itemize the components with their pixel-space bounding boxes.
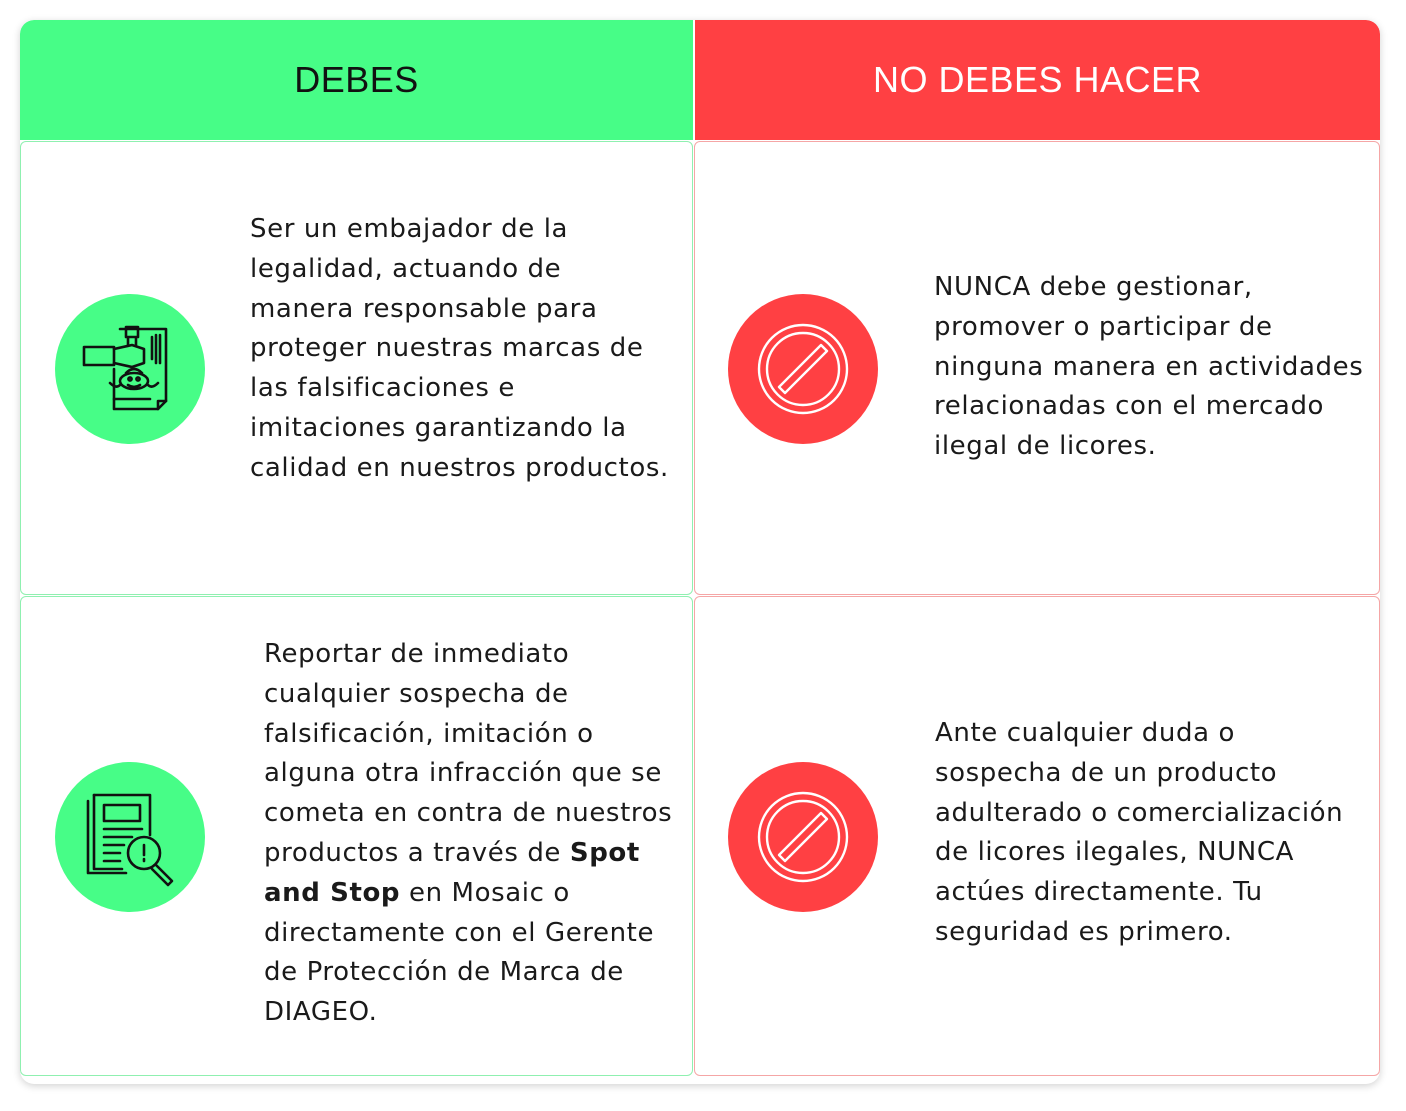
cell-no-debes-1	[694, 141, 1380, 595]
debes-text-2: Reportar de inmediato cualquier sospecha de falsificación, imitación o alguna otra infracción que se cometa en contra de nuestros productos a través de Spot and Stop en Mosaic o directamente con el Gerente de Protección de Marca de DIAGEO.	[264, 639, 673, 1028]
dos-and-donts-table	[20, 20, 1380, 1084]
cell-debes-2	[20, 596, 693, 1076]
header-debes	[20, 20, 693, 140]
debes-text-1: Ser un embajador de la legalidad, actuando de manera responsable para proteger nuestras marcas de las falsificaciones e imitaciones garantizando la calidad en nuestros productos.	[250, 214, 669, 483]
no-debes-text-1: NUNCA debe gestionar, promover o participar de ninguna manera en actividades relacionadas con el mercado ilegal de licores.	[934, 272, 1364, 462]
no-debes-text-2: Ante cualquier duda o sospecha de un producto adulterado o comercialización de licores ilegales, NUNCA actúes directamente. Tu seguridad es primero.	[935, 718, 1344, 947]
prohibited-icon	[728, 762, 878, 912]
prohibited-icon	[728, 294, 878, 444]
header-no-debes-hacer	[695, 20, 1380, 140]
cell-no-debes-2	[694, 596, 1380, 1076]
header-no-debes-hacer-label: NO DEBES HACER	[872, 59, 1203, 100]
counterfeit-stamp-document-icon	[55, 294, 205, 444]
spot-and-stop-label: Spot and Stop	[264, 837, 640, 908]
report-search-alert-icon	[55, 762, 205, 912]
cell-debes-1	[20, 141, 693, 595]
header-debes-label: DEBES	[294, 59, 419, 100]
